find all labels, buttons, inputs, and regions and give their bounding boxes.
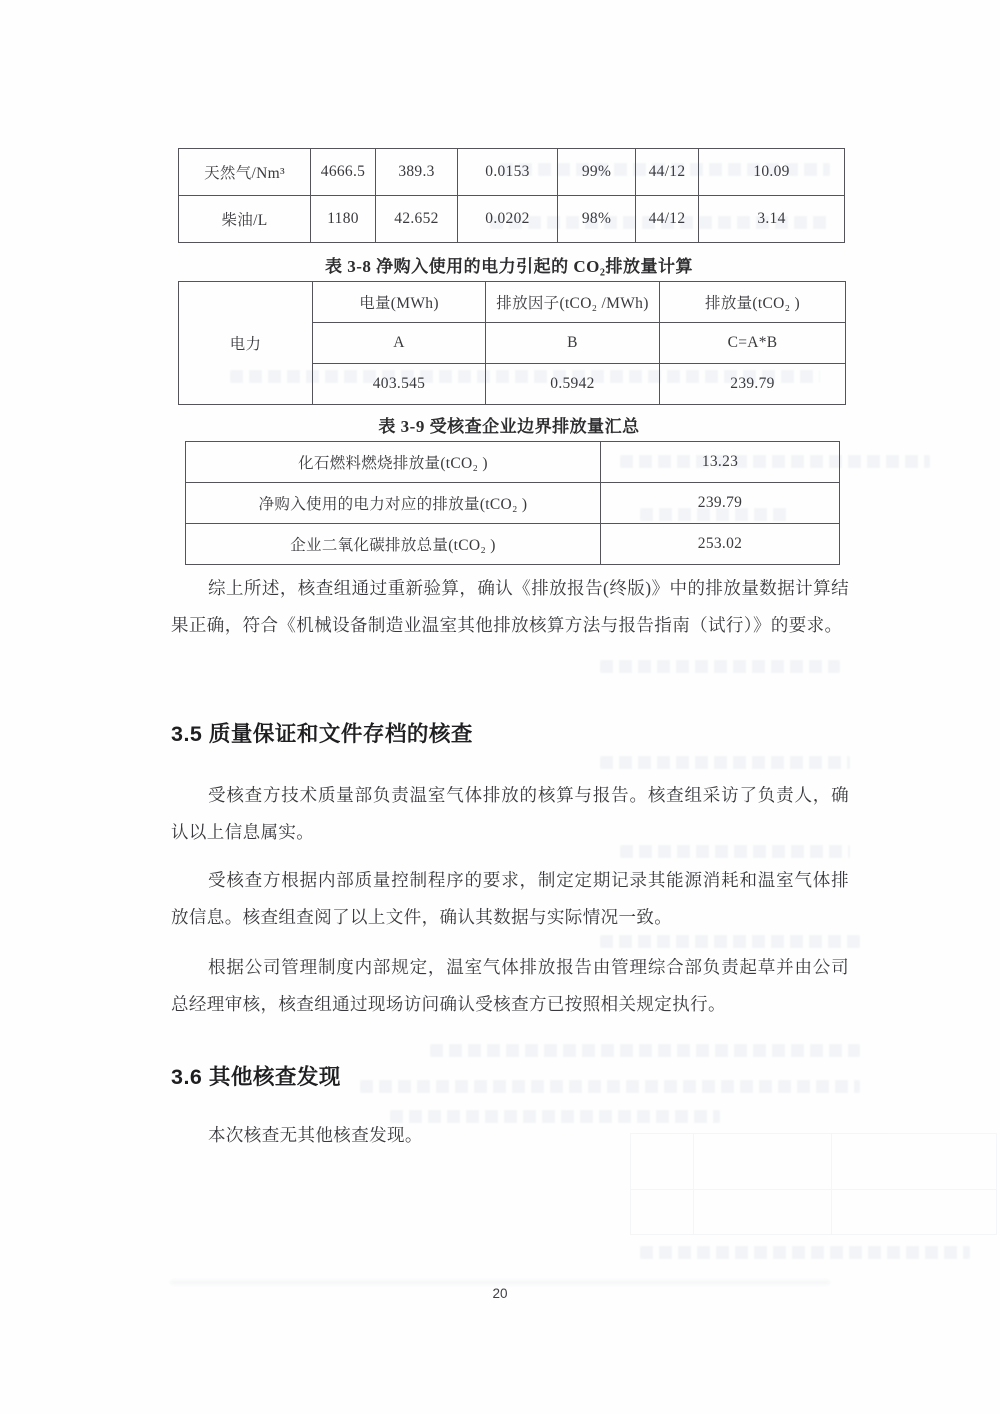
table-cell: 98% (558, 196, 636, 243)
table-cell: 10.09 (699, 149, 845, 196)
table-cell: 42.652 (376, 196, 458, 243)
section-3-5-paragraph-2: 受核查方根据内部质量控制程序的要求，制定定期记录其能源消耗和温室气体排放信息。核查组查阅了以上文件，确认其数据与实际情况一致。 (171, 870, 849, 927)
table-cell: A (313, 323, 486, 364)
bleedthrough-smudge (430, 1044, 860, 1057)
electricity-emission-table (178, 281, 846, 405)
table-cell-value: 13.23 (601, 442, 840, 483)
table-cell-label: 企业二氧化碳排放总量(tCO₂ ) (186, 524, 601, 565)
table-3-9-title: 表 3-9 受核查企业边界排放量汇总 (378, 417, 640, 436)
table-cell-label: 化石燃料燃烧排放量(tCO₂ ) (186, 442, 601, 483)
page-number: 20 (492, 1286, 508, 1301)
table-cell: 排放因子(tCO₂ /MWh) (486, 282, 660, 323)
table-cell: 天然气/Nm³ (179, 149, 311, 196)
table-row (186, 524, 840, 565)
table-cell: C=A*B (660, 323, 846, 364)
table-3-8-title: 表 3-8 净购入使用的电力引起的 CO₂排放量计算 (324, 257, 693, 276)
table-cell: 4666.5 (311, 149, 376, 196)
bleedthrough-smudge (620, 845, 850, 858)
bleedthrough-smudge (600, 935, 860, 948)
table-cell: 389.3 (376, 149, 458, 196)
table-cell-label: 净购入使用的电力对应的排放量(tCO₂ ) (186, 483, 601, 524)
table-cell: 柴油/L (179, 196, 311, 243)
conclusion-paragraph: 综上所述，核查组通过重新验算，确认《排放报告(终版)》中的排放量数据计算结果正确，符合《机械设备制造业温室其他排放核算方法与报告指南（试行）》的要求。 (171, 578, 849, 635)
table-cell: 0.5942 (486, 364, 660, 405)
table-cell: 0.0202 (458, 196, 558, 243)
table-cell: 44/12 (636, 149, 699, 196)
bleedthrough-smudge (620, 455, 930, 468)
bleedthrough-table-ghost (630, 1133, 997, 1235)
table-cell: 3.14 (699, 196, 845, 243)
section-3-6-paragraph-1: 本次核查无其他核查发现。 (208, 1125, 423, 1145)
scan-smudge (170, 1280, 830, 1285)
table-cell-row-label: 电力 (179, 282, 313, 405)
table-cell: 电量(MWh) (313, 282, 486, 323)
table-cell: 0.0153 (458, 149, 558, 196)
bleedthrough-smudge (600, 756, 850, 769)
bleedthrough-smudge (490, 216, 830, 229)
table-cell: 403.545 (313, 364, 486, 405)
table-cell: 1180 (311, 196, 376, 243)
section-3-5-paragraph-3: 根据公司管理制度内部规定，温室气体排放报告由管理综合部负责起草并由公司总经理审核，核查组通过现场访问确认受核查方已按照相关规定执行。 (171, 957, 849, 1014)
bleedthrough-smudge (360, 1080, 860, 1093)
table-cell: 44/12 (636, 196, 699, 243)
bleedthrough-smudge (640, 508, 790, 521)
bleedthrough-smudge (600, 660, 840, 673)
section-3-5-heading: 3.5 质量保证和文件存档的核查 (171, 722, 473, 746)
table-cell: B (486, 323, 660, 364)
table-cell-value: 253.02 (601, 524, 840, 565)
section-3-6-heading: 3.6 其他核查发现 (171, 1065, 341, 1089)
section-3-5-paragraph-1: 受核查方技术质量部负责温室气体排放的核算与报告。核查组采访了负责人，确认以上信息属实。 (171, 785, 849, 842)
bleedthrough-smudge (230, 370, 820, 383)
table-cell: 239.79 (660, 364, 846, 405)
bleedthrough-smudge (500, 163, 830, 176)
table-cell-value: 239.79 (601, 483, 840, 524)
table-cell: 排放量(tCO₂ ) (660, 282, 846, 323)
bleedthrough-smudge (640, 1246, 970, 1259)
table-row (179, 282, 846, 323)
bleedthrough-smudge (390, 1110, 720, 1123)
table-cell: 99% (558, 149, 636, 196)
